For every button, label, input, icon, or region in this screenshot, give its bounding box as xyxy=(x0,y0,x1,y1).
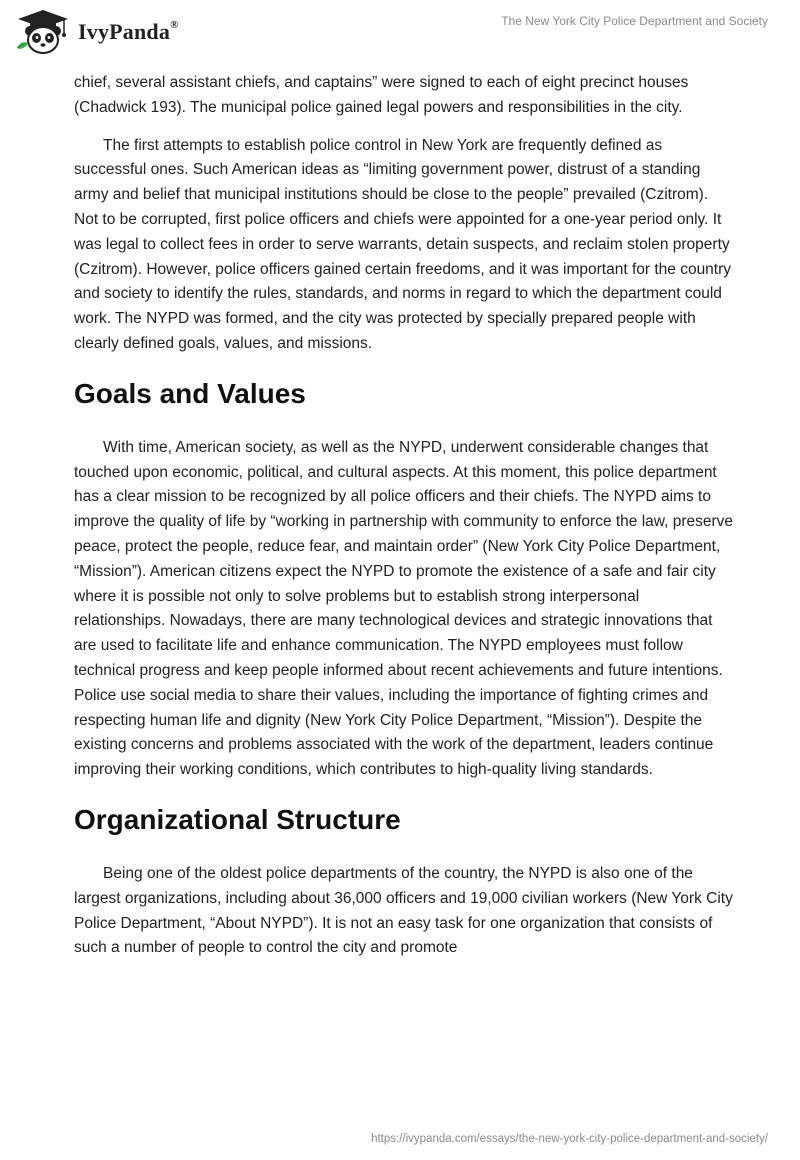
brand-name: IvyPanda® xyxy=(78,18,179,44)
heading-organizational-structure: Organizational Structure xyxy=(74,803,401,835)
paragraph-police-control: The first attempts to establish police control in New York are frequently defined as successful ones. Such American ideas as “limiting government power, distrust of a standing army and belief that municipal institutions should be close to the people” prevailed (Czitrom). Not to be corrupted, first police officers and chiefs were appointed for a one-year period only. It was legal to collect fees in order to serve warrants, detain suspects, and reclaim stolen property (Czitrom). However, police officers gained certain freedoms, and it was important for the country and society to identify the rules, standards, and norms in regard to which the department could work. The NYPD was formed, and the city was protected by specially prepared people with clearly defined goals, values, and missions. xyxy=(74,136,732,352)
paragraph-continued: chief, several assistant chiefs, and captains” were signed to each of eight precinct houses (Chadwick 193). The municipal police gained legal powers and responsibilities in the city. xyxy=(74,74,689,116)
ivypanda-logo[interactable] xyxy=(14,8,179,56)
heading-goals-and-values: Goals and Values xyxy=(74,377,306,409)
document-title: The New York City Police Department and Society xyxy=(501,14,768,28)
registered-mark: ® xyxy=(170,18,179,31)
paragraph-structure: Being one of the oldest police departments of the country, the NYPD is also one of the largest organizations, including about 36,000 officers and 19,000 civilian workers (New York City Police Department, “About NYPD”). It is not an easy task for one organization that consists of such a number of people to control the city and promote xyxy=(74,864,733,957)
panda-graduate-icon xyxy=(14,8,72,56)
paragraph-goals: With time, American society, as well as the NYPD, underwent considerable changes that touched upon economic, political, and cultural aspects. At this moment, this police department has a clear mission to be recognized by all police officers and their chiefs. The NYPD aims to improve the quality of life by “working in partnership with community to enforce the law, preserve peace, protect the people, reduce fear, and maintain order” (New York City Police Department, “Mission”). American citizens expect the NYPD to promote the existence of a safe and fair city where it is possible not only to solve problems but to establish strong interpersonal relationships. Nowadays, there are many technological devices and strategic innovations that are used to facilitate life and enhance communication. The NYPD employees must follow technical progress and keep people informed about recent achievements and future intentions. Police use social media to share their values, including the importance of fighting crimes and respecting human life and dignity (New York City Police Department, “Mission”). Despite the existing concerns and problems associated with the work of the department, leaders continue improving their working conditions, which contributes to high-quality living standards. xyxy=(74,438,734,779)
essay-body xyxy=(74,71,734,974)
page-header xyxy=(0,0,800,70)
source-url[interactable]: https://ivypanda.com/essays/the-new-york-city-police-department-and-society/ xyxy=(371,1133,768,1145)
